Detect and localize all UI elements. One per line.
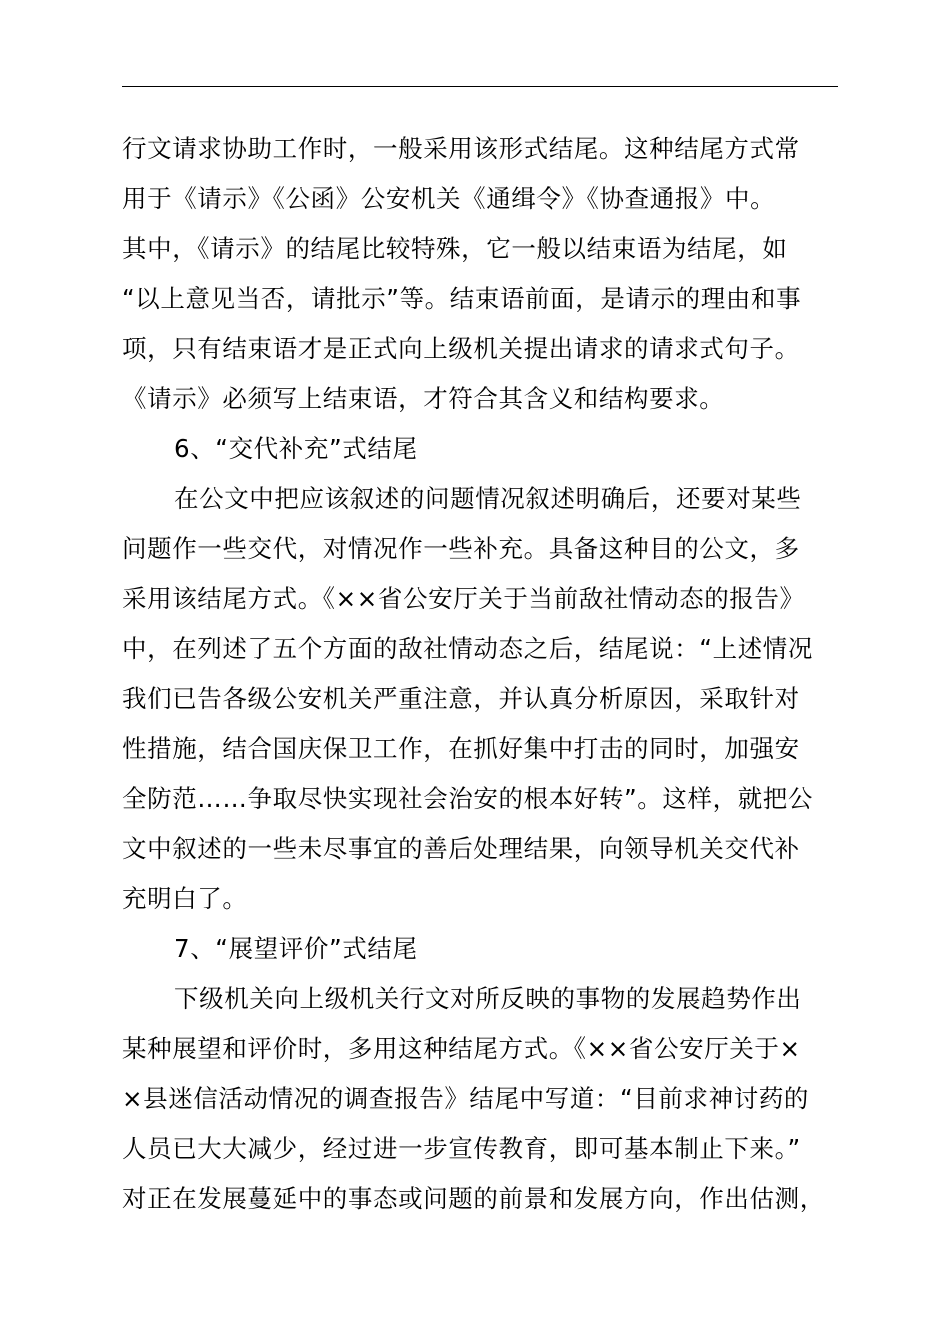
section-heading-7: 7、“展望评价”式结尾 (174, 934, 418, 963)
text-line: 其中，《请示》的结尾比较特殊，它一般以结束语为结尾，如 (122, 234, 788, 263)
text-line: 某种展望和评价时，多用这种结尾方式。《××省公安厅关于× (122, 1034, 801, 1063)
paragraph-start: 下级机关向上级机关行文对所反映的事物的发展趋势作出 (174, 984, 802, 1013)
text-line: ×县迷信活动情况的调查报告》结尾中写道：“目前求神讨药的 (122, 1084, 810, 1113)
text-line: 文中叙述的一些未尽事宜的善后处理结果，向领导机关交代补 (122, 834, 800, 863)
text-line: 问题作一些交代，对情况作一些补充。具备这种目的公文，多 (122, 534, 800, 563)
paragraph-start: 在公文中把应该叙述的问题情况叙述明确后，还要对某些 (174, 484, 802, 513)
header-rule (122, 86, 838, 87)
section-heading-6: 6、“交代补充”式结尾 (174, 434, 418, 463)
document-body (122, 124, 840, 1224)
text-line: 项，只有结束语才是正式向上级机关提出请求的请求式句子。 (122, 334, 800, 363)
text-line: 用于《请示》《公函》公安机关《通缉令》《协查通报》中。 (122, 184, 776, 213)
text-line: “以上意见当否，请批示”等。结束语前面，是请示的理由和事 (122, 284, 802, 313)
text-line: 行文请求协助工作时，一般采用该形式结尾。这种结尾方式常 (122, 134, 800, 163)
text-line: 采用该结尾方式。《××省公安厅关于当前敌社情动态的报告》 (122, 584, 805, 613)
text-line: 人员已大大减少，经过进一步宣传教育，即可基本制止下来。” (122, 1134, 801, 1163)
text-line: 《请示》必须写上结束语，才符合其含义和结构要求。 (122, 384, 725, 413)
text-line: 充明白了。 (122, 884, 248, 913)
text-line: 我们已告各级公安机关严重注意，并认真分析原因，采取针对 (122, 684, 800, 713)
text-line: 性措施，结合国庆保卫工作，在抓好集中打击的同时，加强安 (122, 734, 800, 763)
text-line: 中，在列述了五个方面的敌社情动态之后，结尾说：“上述情况 (122, 634, 813, 663)
text-line: 全防范……争取尽快实现社会治安的根本好转”。这样，就把公 (122, 784, 813, 813)
text-line: 对正在发展蔓延中的事态或问题的前景和发展方向，作出估测， (122, 1184, 825, 1213)
